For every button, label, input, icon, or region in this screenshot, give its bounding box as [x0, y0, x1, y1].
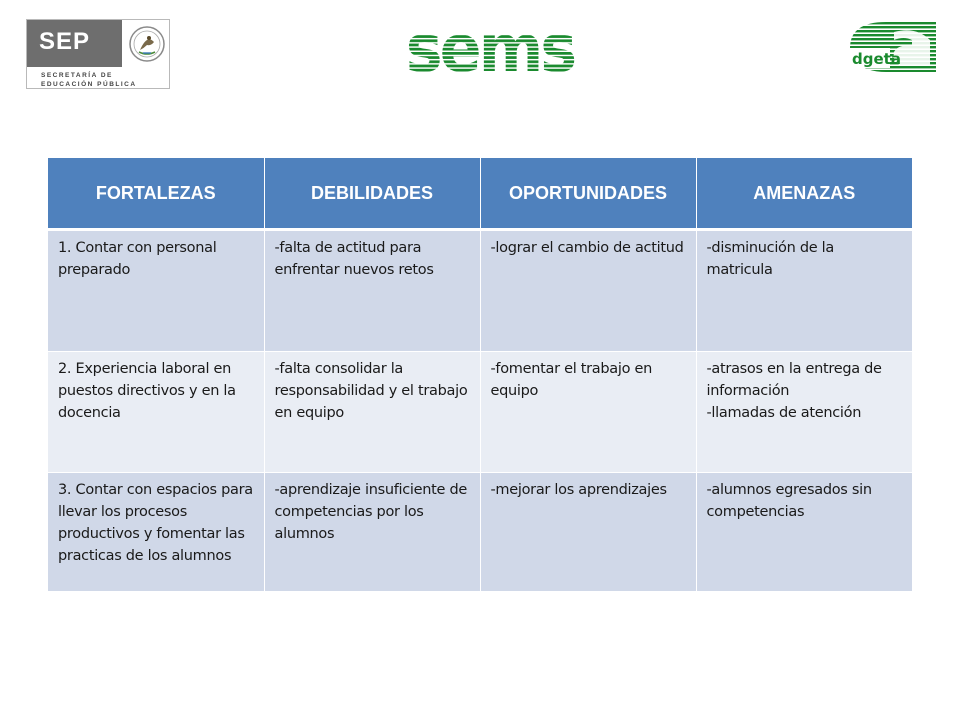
cell-amenazas [696, 352, 912, 473]
cell-debilidades [264, 230, 480, 352]
cell-debilidades [264, 473, 480, 592]
cell-oportunidades [480, 473, 696, 592]
sep-subtitle-line1: SECRETARÍA DE [41, 72, 113, 79]
cell-text: -alumnos egresados sin competencias [706, 482, 872, 520]
cell-text: -mejorar los aprendizajes [490, 482, 667, 498]
column-header-debilidades: DEBILIDADES [264, 158, 480, 230]
cell-text: 3. Contar con espacios para llevar los procesos productivos y fomentar las practicas de los alumnos [58, 482, 253, 564]
dgeta-logo-text: dgeta [852, 50, 901, 68]
cell-text: -falta de actitud para enfrentar nuevos retos [274, 240, 434, 278]
sep-subtitle-line2: EDUCACIÓN PÚBLICA [41, 81, 137, 88]
table-row [48, 230, 912, 352]
cell-fortalezas [48, 230, 264, 352]
sep-logo [26, 19, 170, 89]
cell-fortalezas [48, 473, 264, 592]
sems-logo [405, 10, 575, 87]
sep-logo-box [27, 20, 122, 67]
table-row [48, 352, 912, 473]
cell-text: 1. Contar con personal preparado [58, 240, 217, 278]
cell-fortalezas [48, 352, 264, 473]
cell-text: -llamadas de atención [706, 405, 862, 421]
cell-text: -atrasos en la entrega de información [706, 361, 882, 399]
cell-text: 2. Experiencia laboral en puestos directivos y en la docencia [58, 361, 236, 421]
swot-table [48, 158, 912, 592]
column-header-oportunidades: OPORTUNIDADES [480, 158, 696, 230]
dgeta-logo [846, 18, 940, 76]
column-header-fortalezas: FORTALEZAS [48, 158, 264, 230]
sep-logo-text: SEP [39, 28, 91, 55]
cell-oportunidades [480, 230, 696, 352]
cell-text: -aprendizaje insuficiente de competencias por los alumnos [274, 482, 468, 542]
cell-debilidades [264, 352, 480, 473]
cell-amenazas [696, 230, 912, 352]
column-header-amenazas: AMENAZAS [696, 158, 912, 230]
cell-text: -falta consolidar la responsabilidad y el trabajo en equipo [274, 361, 468, 421]
cell-oportunidades [480, 352, 696, 473]
cell-text: -lograr el cambio de actitud [490, 240, 684, 256]
table-header-row [48, 158, 912, 230]
table-row [48, 473, 912, 592]
sems-logo-text: sems [405, 10, 575, 87]
cell-amenazas [696, 473, 912, 592]
cell-text: -fomentar el trabajo en equipo [490, 361, 652, 399]
cell-text: -disminución de la matricula [706, 240, 834, 278]
mexican-coat-of-arms-icon [127, 24, 167, 64]
